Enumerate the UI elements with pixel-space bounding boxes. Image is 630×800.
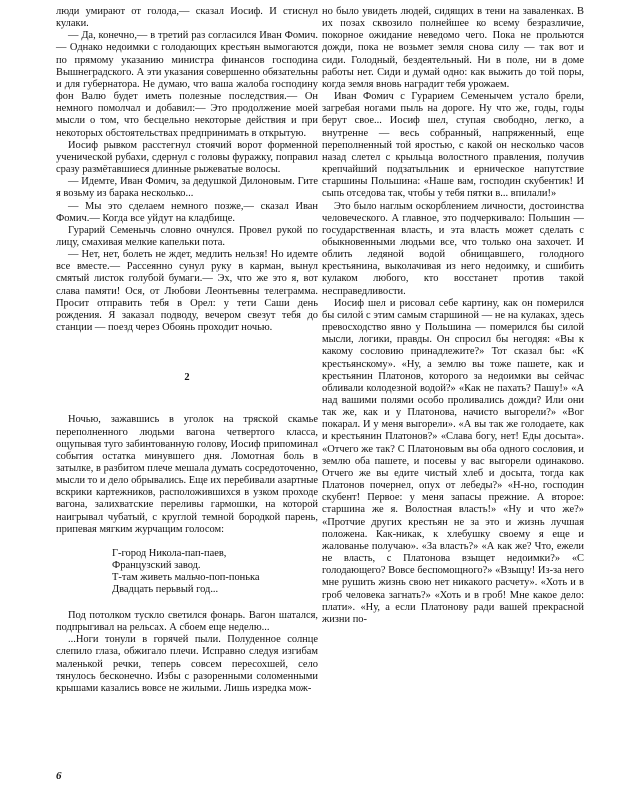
paragraph: — Идемте, Иван Фомич, за дедушкой Дилоновым. Гите я возьму из барака несколько... [56,176,318,200]
verse-line: Т-там живеть мальчо-поп-понька [112,571,260,583]
paragraph: Иосиф рывком расстегнул стоячий ворот форменной ученической рубахи, сдернул с головы фуражку, поправил сразу размётавшиеся длинные рыжеватые волосы. [56,139,318,176]
paragraph: люди умирают от голода,— сказал Иосиф. И стиснул кулаки. [56,6,318,30]
paragraph: Ночью, зажавшись в уголок на тряской скамье переполненного людьми вагона четвертого класса, ощупывая туго забинтованную голову, Иосиф припоминал события остатка минувшего дня. Ломотная боль в затылке, в разбитом плече мешала думать сосредоточенно, мысли то и дело обрывались. Еще их перебивали азартные вскрики картежников, расположившихся в узком проходе вагона, залихватские переливы гармошки, на которой наигрывал чубатый, с круглой темной бородкой парень, припевая мягким журчащим голосом: [56,414,318,535]
song-verse [112,548,318,596]
paragraph: Гурарий Семенычь словно очнулся. Провел рукой по лицу, смахивая мелкие капельки пота. [56,224,318,248]
paragraph: — Да, конечно,— в третий раз согласился Иван Фомич.— Однако недоимки с голодающих крестьян вымогаются по прямому указанию министра финансов господина Вышнеградского. А эти указания совершенно обязательны и для губернатора. Не думаю, что ваша жалоба господину фон Валю будет иметь полезные последствия.— Он немного помолчал и добавил:— Это продолжение моей мысли о том, что бесцельно некоторые действия и при некоторых обстоятельствах предпринимать в открытую. [56,30,318,139]
paragraph: Под потолком тускло светился фонарь. Вагон шатался, подпрыгивал на рельсах. А сбоем еще неделю... [56,609,318,634]
page-number: 6 [56,770,62,782]
verse-line: Г-город Никола-пап-паев, [112,547,227,559]
paragraph: ...Ноги тонули в горячей пыли. Полуденное солнце слепило глаза, обжигало плечи. Исправно следуя изгибам маленькой речки, теперь совсем пересохшей, село тянулось бесконечно. Избы с разоренными соломенными крышами казались вовсе не жилыми. Лишь изредка мож- [56,634,318,694]
paragraph: — Мы это сделаем немного позже,— сказал Иван Фомич.— Когда все уйдут на кладбище. [56,200,318,224]
verse-line: Двадцать перьвый год... [112,583,219,595]
verse-line: Французский завод. [112,559,201,571]
right-column [322,6,584,626]
paragraph: но было увидеть людей, сидящих в тени на заваленках. В их позах сквозило полнейшее ко всему безразличие, покорное ожидание неведомо чего. Пока не прольются дожди, пока не возьмет земля снова силу — так вот и сиди. Голодный, бездеятельный. Ни в поле, ни в доме работы нет. Сиди и думай одно: как выжить до той поры, когда земля вновь наградит тебя урожаем. [322,6,584,90]
paragraph: Это было наглым оскорблением личности, достоинства человеческого. А главное, это подчеркивало: Польшин — государственная власть, и эта власть может сделать с обыкновенными людьми все, что только она захочет. И облить ледяной водой обнищавшего, голодного крестьянина, выколачивая из него недоимку, и сшибить кулаком любого, кто восстанет против такой несправедливости. [322,200,584,297]
paragraph: Иосиф шел и рисовал себе картину, как он померился бы силой с этим самым старшиной — не на кулаках, здесь превосходство явно у Польшина — померился бы силой мысли, логики, правды. Он спросил бы негодяя: «Вы к какому сословию принадлежите?» Тот сказал бы: «К крестьянскому». «Ну, а землю вы тоже пашете, как и крестьянин Платонов, которого за недоимки вы сейчас обливали колодезной водой?» «Как не пахать? Пашу!» «А над вашими полями особо проливались дожди? Или они так же, как и у Платонова, начисто выгорели?» «Вог покарал. И у меня выгорели». «А вы так же голодаете, как и крестьянин Платонов?» «Слава богу, нет! Еды досыта». «Отчего же так? С Платоновым вы оба одного сословия, и землю оба пашете, и посевы у вас выгорели одинаково. Отчего же вы едите чистый хлеб и досыта, тогда как Платонов почернел, опух от лебеды?» «Н-но, господин скубент! Первое: у меня запасы прежние. А второе: старшина же я. Волостная власть!» «Ну и что же?» «Протчие других крестьян не за это и жизнь лучшая положена. Как-никак, к хлебушку своему я еще и жалованье получаю». «За власть?» «А как же? Что, ежели не власть, с Платонова взыщет недоимки?» «С голодающего? Вовсе беспомощного?» «Взыщу! Из-за него мне рушить жизнь свою нет никакого расчету». «Хоть и в гроб человека загнать?» «Хоть и в гроб! Мне какое дело: плати». «Ну, а если Платонову ради вашей прекрасной жизни по- [322,297,584,625]
paragraph: Иван Фомич с Гурарием Семенычем устало брели, загребая ногами пыль на дороге. Ну что же, годы, годы берут свое... Иосиф шел, ступая свободно, легко, а внутренне — весь собранный, напряженный, еще переполненный той яростью, с какой он несколько часов назад слетел с крыльца волостного правления, получив крепчайший подзатыльник и ерническое напутствие старшины Польшина: «Наше вам, господин скубентик! И сыпь отседова так, чтобы у тебя пятки в... впилали!» [322,91,584,200]
left-column [56,6,318,695]
paragraph: — Нет, нет, болеть не ждет, медлить нельзя! Но идемте все вместе.— Рассеянно сунул руку в карман, вынул смятый листок голубой бумаги.— Эх, что же это я, вот слава памяти! Ося, от Любови Леонтьевны телеграмма. Просит отправить тебя в Орел: у тети Саши день рождения. Я заказал подводу, вечером свезут тебя до станции — поезд через Обоянь проходит ночью. [56,249,318,334]
chapter-number: 2 [184,372,190,384]
